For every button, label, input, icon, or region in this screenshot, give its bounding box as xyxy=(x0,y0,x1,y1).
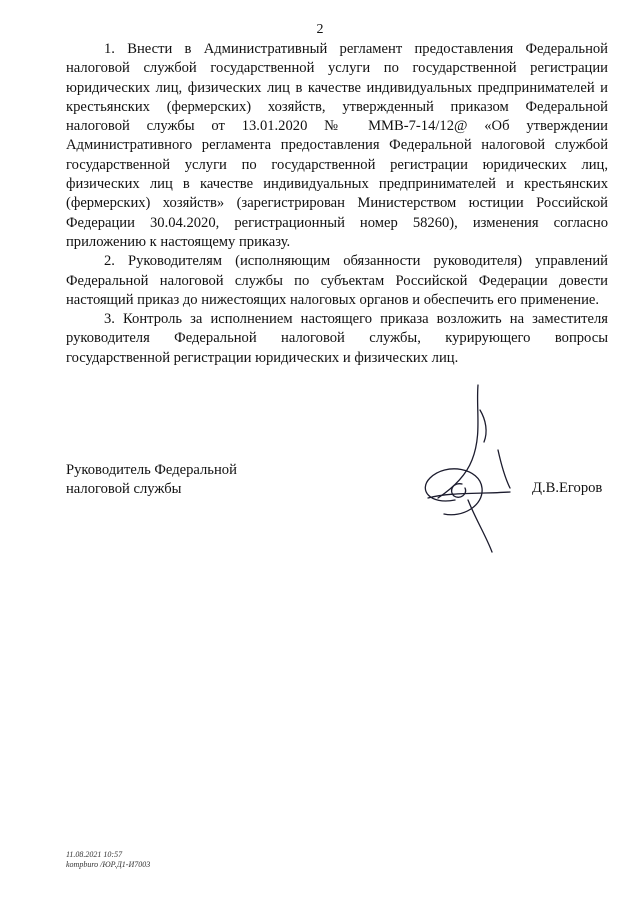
signatory-position-line-1: Руководитель Федеральной xyxy=(66,462,237,478)
paragraph-2: 2. Руководителям (исполняющим обязанности руководителя) управлений Федеральной налоговой службы по субъектам Российской Федерации довести настоящий приказ до нижестоящих налоговых органов и обеспечить его применение. xyxy=(66,253,608,308)
document-footer xyxy=(66,850,150,870)
paragraph-1: 1. Внести в Административный регламент предоставления Федеральной налоговой службой государственной услуги по государственной регистрации юридических лиц, физических лиц в качестве индивидуальных предпринимателей и крестьянских (фермерских) хозяйств, утвержденный приказом Федеральной налоговой службы от 13.01.2020 № ММВ-7-14/12@ «Об утверждении Административного регламента предоставления Федеральной налоговой службой государственной услуги по государственной регистрации юридических лиц, физических лиц в качестве индивидуальных предпринимателей и крестьянских (фермерских) хозяйств» (зарегистрирован Министерством юстиции Российской Федерации 30.04.2020, регистрационный номер 58260), изменения согласно приложению к настоящему приказу. xyxy=(66,41,608,250)
footer-file-ref: kompburo /ЮР.Д1-И7003 xyxy=(66,860,151,869)
signatory-position xyxy=(66,461,237,499)
handwritten-signature xyxy=(410,380,540,560)
order-text xyxy=(66,40,608,368)
paragraph-3: 3. Контроль за исполнением настоящего приказа возложить на заместителя руководителя Федеральной налоговой службы, курирующего вопросы государственной регистрации юридических и физических лиц. xyxy=(66,311,608,366)
signer-name: Д.В.Егоров xyxy=(532,480,603,496)
signatory-position-line-2: налоговой службы xyxy=(66,481,182,497)
footer-timestamp: 11.08.2021 10:57 xyxy=(66,850,123,859)
page-number: 2 xyxy=(316,22,324,37)
